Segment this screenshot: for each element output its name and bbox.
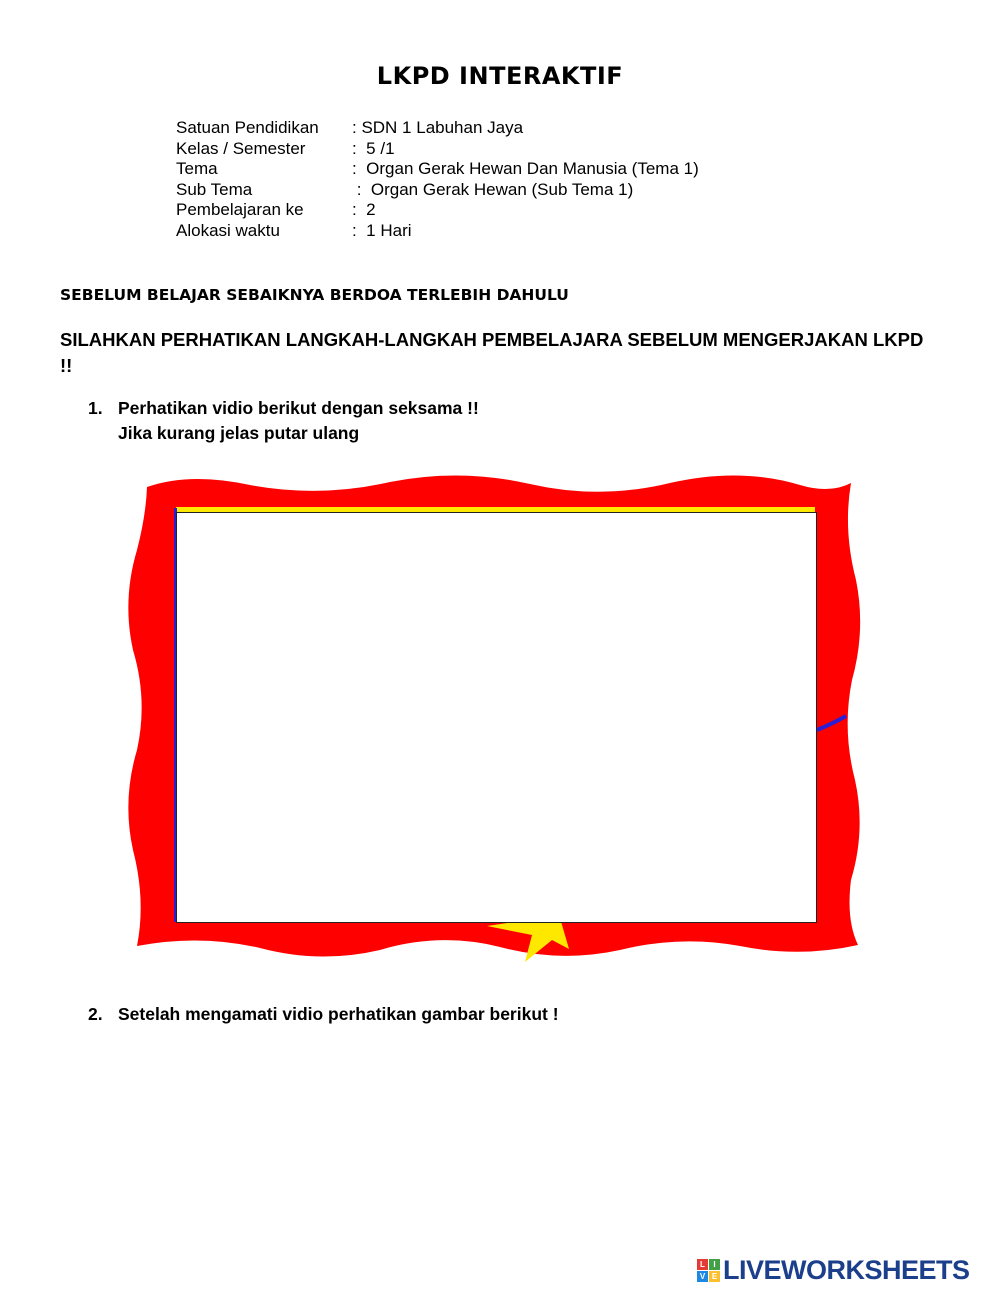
- info-value: : SDN 1 Labuhan Jaya: [352, 118, 524, 137]
- info-label: Tema: [176, 159, 218, 179]
- liveworksheets-logo: [697, 1255, 970, 1286]
- info-value: : Organ Gerak Hewan Dan Manusia (Tema 1): [352, 159, 699, 179]
- step-number: 1.: [88, 398, 103, 418]
- step-2: [88, 1002, 559, 1027]
- logo-block: E: [709, 1271, 720, 1282]
- logo-block: L: [697, 1259, 708, 1270]
- instructions-heading: SILAHKAN PERHATIKAN LANGKAH-LANGKAH PEMBELAJARA SEBELUM MENGERJAKAN LKPD !!: [60, 329, 924, 376]
- step-text: Setelah mengamati vidio perhatikan gambar berikut !: [118, 1004, 559, 1024]
- info-value: : Organ Gerak Hewan (Sub Tema 1): [352, 179, 634, 199]
- logo-block: I: [709, 1259, 720, 1270]
- logo-block: V: [697, 1271, 708, 1282]
- step-subtext: Jika kurang jelas putar ulang: [118, 423, 360, 443]
- logo-mark: [697, 1259, 720, 1282]
- info-label: Sub Tema: [176, 179, 253, 199]
- info-label: Satuan Pendidikan: [176, 118, 319, 137]
- logo-text: LIVEWORKSHEETS: [723, 1255, 970, 1285]
- video-player[interactable]: [176, 512, 817, 923]
- info-label: Alokasi waktu: [176, 220, 280, 240]
- prayer-heading: SEBELUM BELAJAR SEBAIKNYA BERDOA TERLEBIH DAHULU: [60, 286, 569, 304]
- info-label: Pembelajaran ke: [176, 200, 304, 220]
- page-title: LKPD INTERAKTIF: [376, 62, 624, 90]
- info-value: : 5 /1: [352, 138, 395, 158]
- info-value: : 1 Hari: [352, 220, 412, 240]
- step-number: 2.: [88, 1004, 103, 1024]
- step-text: Perhatikan vidio berikut dengan seksama !!: [118, 398, 479, 418]
- info-value: : 2: [352, 200, 376, 220]
- info-label: Kelas / Semester: [176, 138, 306, 158]
